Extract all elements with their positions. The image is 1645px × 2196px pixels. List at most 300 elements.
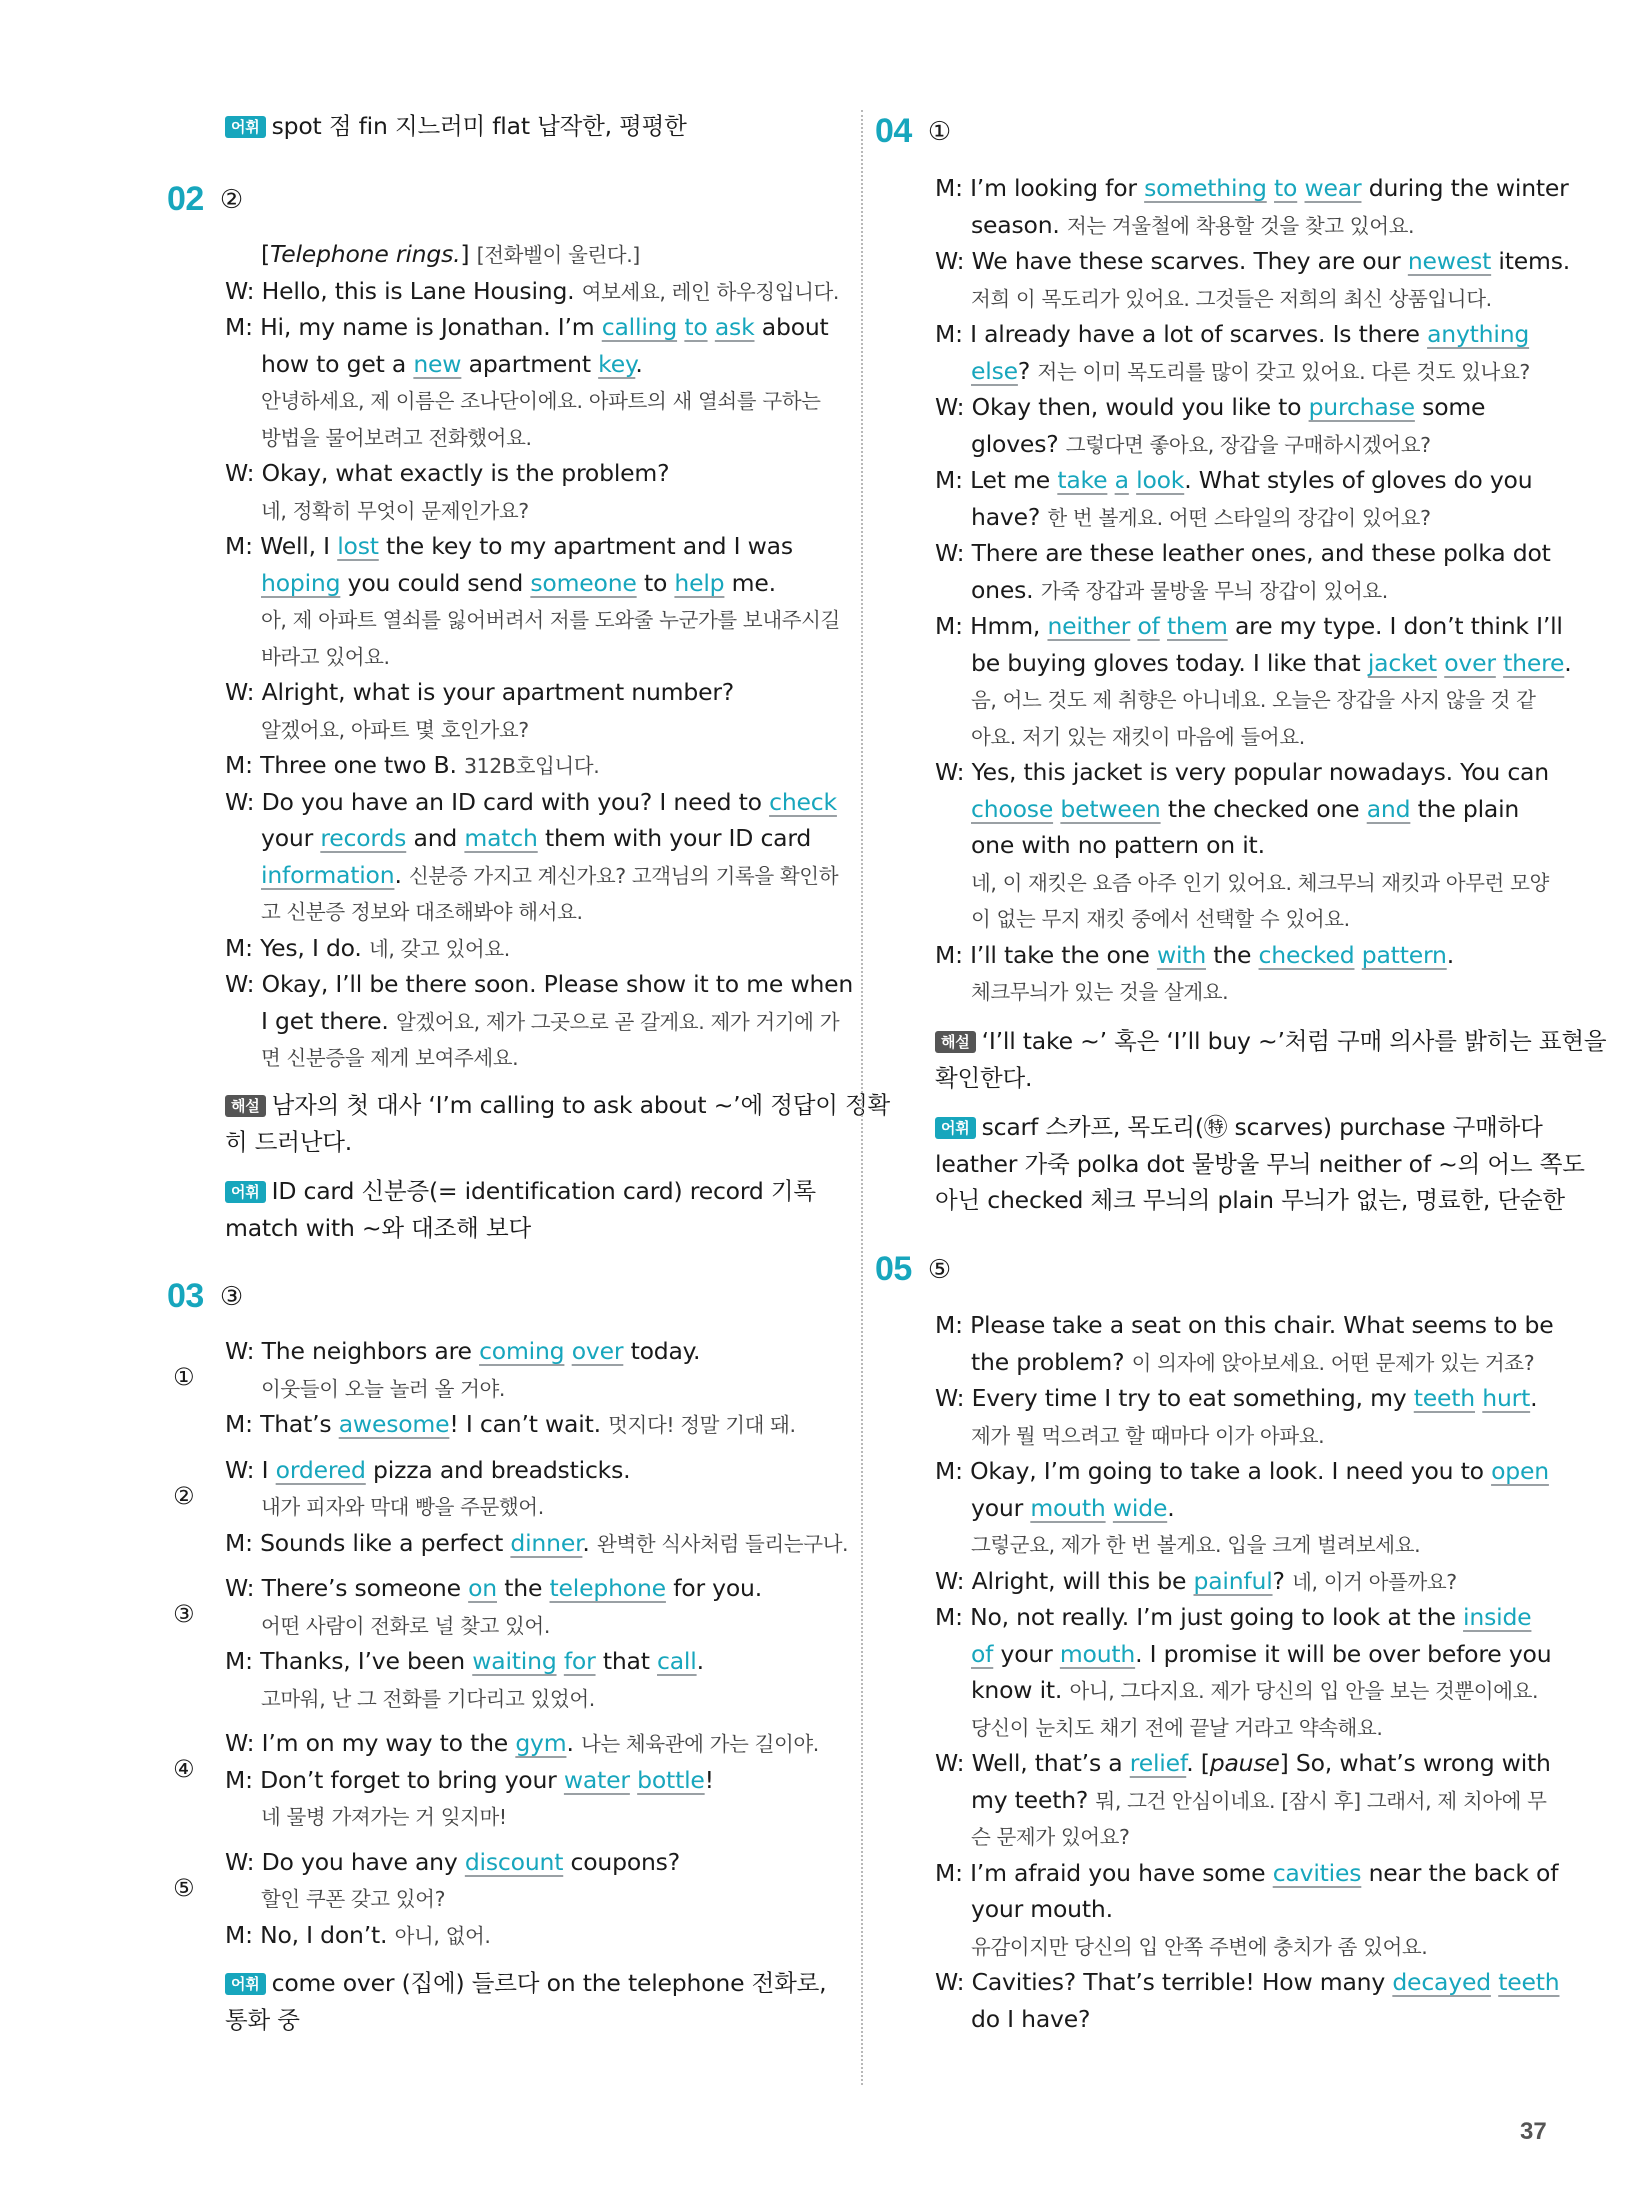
english-text: that <box>595 1647 658 1675</box>
english-text: M: Yes, I do. <box>225 933 369 962</box>
english-text: M: Don’t forget to bring your <box>225 1765 564 1794</box>
english-text: the <box>1206 940 1259 969</box>
english-text <box>708 313 715 341</box>
answer-blank-word: wear <box>1304 174 1362 202</box>
english-text: M: I’m afraid you have some <box>935 1858 1273 1887</box>
korean-translation: 체크무늬가 있는 것을 살게요. <box>971 980 1229 1004</box>
english-text <box>1354 941 1361 969</box>
english-text: . What styles of gloves do you <box>1184 466 1533 494</box>
answer-blank-word: painful <box>1193 1566 1273 1595</box>
dialogue-line <box>935 426 1572 463</box>
korean-translation: 네 물병 가져가는 거 잊지마! <box>261 1805 507 1829</box>
answer-blank-word: wide <box>1112 1493 1168 1522</box>
english-text: for you. <box>665 1574 763 1602</box>
dialogue-line <box>225 1488 848 1525</box>
korean-translation: 나는 체육관에 가는 길이야. <box>581 1732 819 1756</box>
korean-translation: 이 의자에 앉아보세요. 어떤 문제가 있는 거죠? <box>1131 1350 1535 1375</box>
answer-blank-word: awesome <box>338 1410 450 1438</box>
korean-translation: 유감이지만 당신의 입 안쪽 주변에 충치가 좀 있어요. <box>971 1934 1428 1959</box>
korean-translation: 음, 어느 것도 제 취향은 아니네요. 오늘은 장갑을 사지 않을 것 같 <box>971 688 1536 712</box>
dialogue-line <box>935 353 1572 390</box>
dialogue-line <box>935 754 1572 791</box>
korean-translation: 여보세요, 레인 하우징입니다. <box>581 279 840 304</box>
dialogue-line <box>935 170 1572 207</box>
dialogue-line <box>935 1490 1559 1527</box>
answer-blank-word: to <box>684 313 708 341</box>
english-text: W: I’m on my way to the <box>225 1729 516 1757</box>
answer-blank-word: water <box>563 1765 630 1794</box>
english-text: you could send <box>340 568 531 597</box>
dialogue-line <box>935 389 1572 426</box>
q05-header <box>875 1250 951 1289</box>
answer-blank-word: gym <box>515 1729 567 1757</box>
dialogue-line <box>935 681 1572 718</box>
english-text: coupons? <box>563 1847 681 1876</box>
dialogue-line <box>225 528 853 565</box>
page-number: 37 <box>1520 2118 1547 2145</box>
english-text: W: Okay, what exactly is the problem? <box>225 459 670 487</box>
q03-vocab-line2: 통화 중 <box>225 2005 300 2034</box>
vocab-tag: 어휘 <box>225 1973 266 1995</box>
dialogue-line <box>935 1344 1559 1381</box>
q04-explain-line1: ‘I’ll take ~’ 혹은 ‘I’ll buy ~’처럼 구매 의사를 밝히는 표현을 <box>981 1027 1607 1055</box>
dialogue-line <box>225 1917 848 1954</box>
korean-translation: 할인 쿠폰 갖고 있어? <box>261 1887 446 1911</box>
q02-answer: ② <box>219 184 244 215</box>
dialogue-line <box>935 1563 1559 1600</box>
dialogue-line <box>225 1607 848 1644</box>
answer-blank-word: information <box>261 860 395 889</box>
option-item <box>173 1333 848 1443</box>
answer-blank-word: with <box>1156 940 1207 969</box>
answer-blank-word: check <box>769 787 837 816</box>
q02-explain-line2: 히 드러난다. <box>225 1127 353 1156</box>
answer-blank-word: there <box>1503 648 1565 677</box>
korean-translation: 바라고 있어요. <box>261 644 390 669</box>
answer-blank-word: someone <box>530 568 637 597</box>
dialogue-line <box>225 1370 848 1407</box>
dialogue-line <box>225 1680 848 1717</box>
dialogue-line <box>935 900 1572 937</box>
q03-answer: ③ <box>219 1281 244 1312</box>
dialogue-line <box>225 674 853 711</box>
q02-header <box>167 180 243 219</box>
english-text: . <box>394 860 409 889</box>
option-number: ① <box>173 1363 195 1391</box>
english-text: M: Hi, my name is Jonathan. I’m <box>225 313 602 341</box>
english-text: W: Yes, this jacket is very popular nowadays. You can <box>935 758 1549 786</box>
answer-blank-word: choose <box>971 794 1054 823</box>
answer-blank-word: purchase <box>1308 393 1415 421</box>
dialogue-line <box>935 207 1572 244</box>
q02-vocab-line1: ID card 신분증(= identification card) record 기록 <box>271 1177 816 1205</box>
english-text: M: Hmm, <box>935 612 1048 640</box>
korean-translation: [전화벨이 울린다.] <box>476 243 640 267</box>
english-text: the <box>497 1574 550 1602</box>
korean-translation: 아요. 저기 있는 재킷이 마음에 들어요. <box>971 724 1305 749</box>
english-text: . <box>696 1647 704 1675</box>
english-text: M: Okay, I’m going to take a look. I need you to <box>935 1457 1492 1485</box>
answer-blank-word: anything <box>1427 320 1530 348</box>
english-text <box>1267 174 1274 202</box>
english-text: ! I can’t wait. <box>449 1410 609 1438</box>
korean-translation: 방법을 물어보려고 전화했어요. <box>261 425 532 450</box>
answer-blank-word: records <box>320 824 407 852</box>
dialogue-line <box>225 565 853 602</box>
option-item <box>173 1570 848 1716</box>
answer-blank-word: dinner <box>510 1528 583 1557</box>
dialogue-line <box>225 1525 848 1562</box>
answer-blank-word: calling <box>601 313 678 341</box>
korean-translation: 아, 제 아파트 열쇠를 잃어버려서 저를 도와줄 누군가를 보내주시길 <box>261 608 840 632</box>
english-text: your <box>971 1493 1031 1522</box>
dialogue-line <box>225 966 853 1003</box>
korean-translation: 저는 겨울철에 착용할 것을 찾고 있어요. <box>1066 213 1415 238</box>
english-text: ] So, what’s wrong with <box>1279 1749 1551 1777</box>
dialogue-line <box>935 1782 1559 1819</box>
answer-blank-word: of <box>1137 612 1160 640</box>
english-text: have? <box>971 502 1048 531</box>
vocab-tag: 어휘 <box>935 1117 976 1139</box>
dialogue-line <box>225 1798 848 1835</box>
answer-blank-word: hoping <box>261 568 341 597</box>
q03-vocab <box>225 1965 826 2038</box>
english-text: W: Okay then, would you like to <box>935 393 1309 421</box>
dialogue-line <box>935 572 1572 609</box>
option-item <box>173 1844 848 1954</box>
korean-translation: 멋지다! 정말 기대 돼. <box>608 1413 796 1437</box>
answer-blank-word: key <box>598 349 636 378</box>
q02-dialogue <box>225 236 853 1076</box>
english-text <box>1297 174 1304 202</box>
dialogue-line <box>935 645 1572 682</box>
answer-blank-word: newest <box>1407 247 1492 275</box>
dialogue-line <box>935 2001 1559 2038</box>
english-text: season. <box>971 210 1067 239</box>
english-text: W: Do you have an ID card with you? I need to <box>225 787 770 816</box>
vocab-top <box>225 108 687 145</box>
english-text: . <box>1167 1493 1175 1522</box>
explain-tag: 해설 <box>935 1031 976 1053</box>
english-text: do I have? <box>971 2004 1091 2033</box>
option-number: ③ <box>173 1600 195 1628</box>
dialogue-line <box>225 419 853 456</box>
english-text: . I promise it will be over before you <box>1135 1639 1552 1668</box>
english-text <box>564 1337 571 1365</box>
korean-translation: 가죽 장갑과 물방울 무늬 장갑이 있어요. <box>1040 578 1388 603</box>
english-text: be buying gloves today. I like that <box>971 648 1368 677</box>
english-text: my teeth? <box>971 1785 1096 1814</box>
dialogue-line <box>225 857 853 894</box>
dialogue-line <box>935 1818 1559 1855</box>
english-text: the key to my apartment and I was <box>378 532 793 560</box>
answer-blank-word: checked <box>1258 940 1355 969</box>
answer-blank-word: waiting <box>472 1647 557 1675</box>
english-text <box>1160 612 1167 640</box>
english-text: W: Do you have any <box>225 1847 465 1876</box>
english-text: one with no pattern on it. <box>971 831 1265 859</box>
answer-blank-word: over <box>1444 648 1496 677</box>
vocab-tag: 어휘 <box>225 116 266 138</box>
q03-number: 03 <box>167 1277 204 1315</box>
q03-options <box>173 1333 849 1962</box>
english-text: your <box>993 1639 1060 1668</box>
dialogue-line <box>935 1855 1559 1892</box>
english-text: W: We have these scarves. They are our <box>935 247 1408 275</box>
english-text: W: I <box>225 1455 276 1484</box>
english-text: the problem? <box>971 1347 1132 1376</box>
answer-blank-word: discount <box>464 1847 564 1876</box>
korean-translation: 당신이 눈치도 채기 전에 끝날 거라고 약속해요. <box>971 1715 1383 1740</box>
q04-vocab-line2: leather 가죽 polka dot 물방울 무늬 neither of ~의 어느 쪽도 <box>935 1149 1585 1178</box>
answer-blank-word: jacket <box>1367 648 1437 677</box>
dialogue-line <box>935 1709 1559 1746</box>
english-text: M: Sounds like a perfect <box>225 1528 511 1557</box>
answer-blank-word: take <box>1057 466 1108 494</box>
vocab-tag: 어휘 <box>225 1181 266 1203</box>
q04-header <box>875 112 951 151</box>
english-text: gloves? <box>971 429 1066 458</box>
q03-header <box>167 1277 243 1316</box>
answer-blank-word: mouth <box>1059 1639 1136 1668</box>
english-text: M: Thanks, I’ve been <box>225 1647 473 1675</box>
korean-translation: 이 없는 무지 재킷 중에서 선택할 수 있어요. <box>971 907 1350 931</box>
english-text: W: Okay, I’ll be there soon. Please show it to me when <box>225 970 854 998</box>
english-text: [ <box>261 240 270 268</box>
english-text: me. <box>724 568 776 597</box>
korean-translation: 완벽한 식사처럼 들리는구나. <box>596 1531 849 1556</box>
english-text: . <box>1446 940 1454 969</box>
english-text: how to get a <box>261 349 414 378</box>
dialogue-line <box>935 243 1572 280</box>
dialogue-line <box>225 638 853 675</box>
korean-translation: 네, 갖고 있어요. <box>368 936 510 961</box>
answer-blank-word: relief <box>1129 1749 1187 1777</box>
dialogue-line <box>225 1039 853 1076</box>
korean-translation: 슨 문제가 있어요? <box>971 1825 1130 1849</box>
dialogue-line <box>225 1003 853 1040</box>
dialogue-line <box>935 1636 1559 1673</box>
answer-blank-word: between <box>1060 794 1161 823</box>
answer-blank-word: of <box>971 1639 994 1668</box>
answer-blank-word: else <box>971 356 1018 385</box>
korean-translation: 제가 뭘 먹으려고 할 때마다 이가 아파요. <box>971 1423 1325 1448</box>
english-text: to <box>636 568 675 597</box>
dialogue-line <box>935 827 1572 864</box>
korean-translation: 알겠어요, 제가 그곳으로 곧 갈게요. 제가 거기에 가 <box>395 1009 840 1034</box>
english-text: apartment <box>461 349 599 378</box>
answer-blank-word: cavities <box>1272 1858 1362 1887</box>
korean-translation: 312B호입니다. <box>464 754 600 778</box>
english-text: pizza and breadsticks. <box>365 1455 631 1484</box>
dialogue-line <box>225 930 853 967</box>
answer-blank-word: teeth <box>1413 1384 1475 1412</box>
dialogue-line <box>225 455 853 492</box>
english-text: W: Hello, this is Lane Housing. <box>225 276 582 305</box>
english-text: . <box>635 349 643 378</box>
q02-vocab-line2: match with ~와 대조해 보다 <box>225 1213 531 1242</box>
stage-direction: pause <box>1209 1749 1280 1777</box>
q02-vocab <box>225 1173 816 1246</box>
korean-translation: 신분증 가지고 계신가요? 고객님의 기록을 확인하 <box>408 863 839 888</box>
dialogue-line <box>225 601 853 638</box>
korean-translation: 저는 이미 목도리를 많이 갖고 있어요. 다른 것도 있나요? <box>1037 359 1530 384</box>
answer-blank-word: inside <box>1463 1603 1532 1631</box>
english-text: M: No, I don’t. <box>225 1920 395 1949</box>
stage-direction: Telephone rings. <box>269 240 461 268</box>
english-text: and <box>406 824 465 852</box>
answer-blank-word: ordered <box>275 1455 366 1484</box>
english-text: today. <box>623 1337 701 1365</box>
dialogue-line <box>935 1964 1559 2001</box>
dialogue-line <box>935 1526 1559 1563</box>
option-number: ② <box>173 1481 195 1510</box>
answer-blank-word: on <box>468 1574 497 1602</box>
answer-blank-word: over <box>571 1337 624 1365</box>
english-text: M: Three one two B. <box>225 751 464 779</box>
answer-blank-word: them <box>1167 612 1228 640</box>
korean-translation: 면 신분증을 제게 보여주세요. <box>261 1046 519 1070</box>
dialogue-line <box>935 1307 1559 1344</box>
dialogue-line <box>935 718 1572 755</box>
answer-blank-word: look <box>1136 466 1185 494</box>
english-text: know it. <box>971 1676 1070 1704</box>
dialogue-line <box>935 1745 1559 1782</box>
dialogue-line <box>225 1762 848 1799</box>
korean-translation: 아니, 없어. <box>394 1923 491 1948</box>
korean-translation: 네, 정확히 무엇이 문제인가요? <box>261 498 529 523</box>
answer-blank-word: and <box>1366 794 1411 823</box>
q04-vocab-line1: scarf 스카프, 목도리(㊕ scarves) purchase 구매하다 <box>981 1113 1543 1141</box>
english-text: W: Well, that’s a <box>935 1749 1130 1777</box>
english-text: ! <box>704 1765 714 1794</box>
english-text: ? <box>1272 1566 1293 1595</box>
korean-translation: 어떤 사람이 전화로 널 찾고 있어. <box>261 1613 550 1638</box>
q02-number: 02 <box>167 180 204 218</box>
english-text: items. <box>1491 247 1571 275</box>
korean-translation: 알겠어요, 아파트 몇 호인가요? <box>261 717 529 742</box>
dialogue-line <box>935 499 1572 536</box>
dialogue-line <box>225 893 853 930</box>
english-text: W: Cavities? That’s terrible! How many <box>935 1968 1393 1996</box>
dialogue-line <box>225 820 853 857</box>
q02-explanation <box>225 1087 890 1160</box>
answer-blank-word: teeth <box>1498 1968 1560 1996</box>
dialogue-line <box>935 1599 1559 1636</box>
korean-translation: 안녕하세요, 제 이름은 조나단이에요. 아파트의 새 열쇠를 구하는 <box>261 389 821 413</box>
english-text: are my type. I don’t think I’ll <box>1227 612 1563 640</box>
q04-explain-line2: 확인한다. <box>935 1063 1033 1092</box>
korean-translation: 내가 피자와 막대 빵을 주문했어. <box>261 1495 544 1519</box>
korean-translation: 그렇다면 좋아요, 장갑을 구매하시겠어요? <box>1065 432 1431 457</box>
korean-translation: 고 신분증 정보와 대조해봐야 해서요. <box>261 900 583 924</box>
answer-blank-word: telephone <box>549 1574 666 1602</box>
dialogue-line <box>935 864 1572 901</box>
q04-vocab <box>935 1109 1585 1219</box>
korean-translation: 뭐, 그건 안심이네요. [잠시 후] 그래서, 제 치아에 무 <box>1095 1788 1547 1813</box>
english-text: your <box>261 824 321 852</box>
dialogue-line <box>225 747 853 784</box>
dialogue-line <box>225 711 853 748</box>
english-text: during the winter <box>1361 174 1569 202</box>
vocab-top-text: spot 점 fin 지느러미 flat 납작한, 평평한 <box>271 112 687 140</box>
dialogue-line <box>935 1891 1559 1928</box>
dialogue-line <box>935 280 1572 317</box>
answer-blank-word: hurt <box>1482 1384 1531 1412</box>
english-text <box>1106 1494 1113 1522</box>
dialogue-line <box>225 346 853 383</box>
english-text: W: Alright, will this be <box>935 1566 1194 1595</box>
answer-blank-word: ask <box>714 313 755 341</box>
dialogue-line <box>935 1380 1559 1417</box>
q04-answer: ① <box>927 116 952 147</box>
answer-blank-word: open <box>1491 1457 1549 1485</box>
q05-number: 05 <box>875 1250 912 1288</box>
column-divider <box>861 110 863 2085</box>
dialogue-line <box>935 1417 1559 1454</box>
english-text: M: No, not really. I’m just going to look at the <box>935 1603 1464 1631</box>
korean-translation: 이웃들이 오늘 놀러 올 거야. <box>261 1376 506 1401</box>
english-text: them with your ID card <box>537 824 812 852</box>
english-text: M: I’ll take the one <box>935 940 1157 969</box>
dialogue-line <box>225 1880 848 1917</box>
q04-dialogue <box>935 170 1572 1010</box>
dialogue-line <box>225 382 853 419</box>
english-text: I get there. <box>261 1006 396 1035</box>
dialogue-line <box>225 1643 848 1680</box>
english-text <box>1107 466 1114 494</box>
dialogue-line <box>225 309 853 346</box>
dialogue-line <box>935 608 1572 645</box>
korean-translation: 그렇군요, 제가 한 번 볼게요. 입을 크게 벌려보세요. <box>971 1533 1421 1557</box>
english-text: M: Let me <box>935 466 1058 494</box>
dialogue-line <box>935 1672 1559 1709</box>
english-text: the checked one <box>1160 794 1367 823</box>
english-text: . [ <box>1186 1749 1210 1777</box>
english-text: . <box>582 1528 597 1557</box>
answer-blank-word: call <box>657 1647 697 1675</box>
english-text: about <box>754 313 829 341</box>
english-text: M: That’s <box>225 1410 339 1438</box>
dialogue-line <box>935 462 1572 499</box>
dialogue-line <box>935 1928 1559 1965</box>
korean-translation: 한 번 볼게요. 어떤 스타일의 장갑이 있어요? <box>1047 505 1431 530</box>
dialogue-line <box>225 784 853 821</box>
option-number: ⑤ <box>173 1873 195 1902</box>
english-text: W: Every time I try to eat something, my <box>935 1384 1414 1412</box>
korean-translation: 아니, 그다지요. 제가 당신의 입 안을 보는 것뿐이에요. <box>1069 1679 1539 1703</box>
option-number: ④ <box>173 1755 195 1783</box>
option-item <box>173 1725 848 1835</box>
dialogue-line <box>935 973 1572 1010</box>
answer-blank-word: a <box>1114 466 1129 494</box>
q04-number: 04 <box>875 112 912 150</box>
dialogue-line <box>935 535 1572 572</box>
dialogue-line <box>225 273 853 310</box>
answer-blank-word: match <box>464 824 538 852</box>
korean-translation: 저희 이 목도리가 있어요. 그것들은 저희의 최신 상품입니다. <box>971 286 1492 311</box>
english-text: M: Please take a seat on this chair. What seems to be <box>935 1311 1554 1339</box>
english-text: W: There are these leather ones, and these polka dot <box>935 539 1551 567</box>
answer-blank-word: lost <box>337 532 379 560</box>
q02-explain-line1: 남자의 첫 대사 ‘I’m calling to ask about ~’에 정답이 정확 <box>271 1091 890 1119</box>
dialogue-line <box>225 1406 848 1443</box>
dialogue-line <box>935 316 1572 353</box>
dialogue-line <box>225 236 853 273</box>
english-text: ones. <box>971 575 1041 604</box>
english-text: M: I’m looking for <box>935 174 1145 202</box>
english-text: W: There’s someone <box>225 1574 469 1602</box>
